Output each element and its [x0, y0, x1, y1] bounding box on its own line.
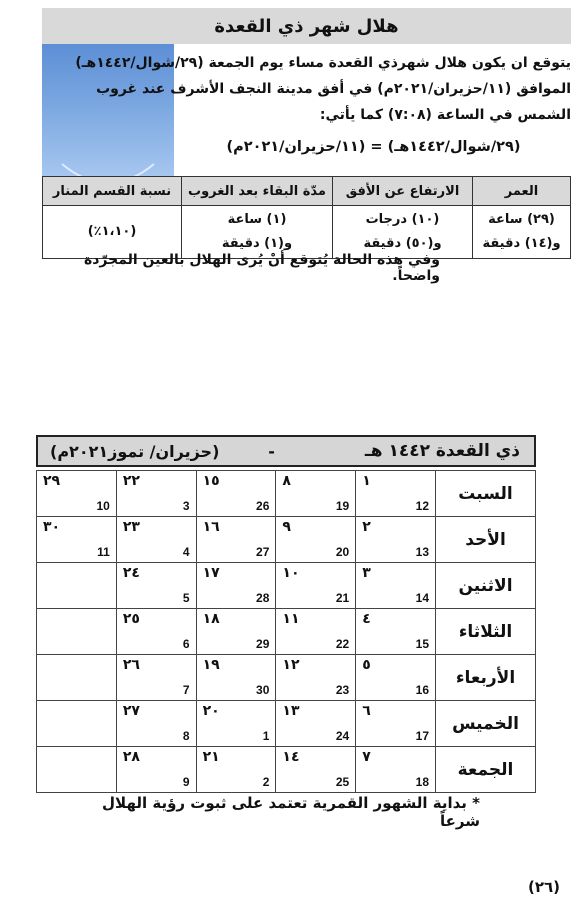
weekday-label: الثلاثاء: [436, 609, 536, 655]
gregorian-day: 5: [182, 591, 190, 605]
gregorian-day: 22: [335, 637, 350, 651]
duration-minutes: و(١) دقيقة: [221, 236, 293, 251]
hijri-day: ٢٢: [122, 473, 140, 489]
gregorian-day: 28: [256, 591, 270, 605]
hijri-day: ٢٧: [122, 703, 140, 719]
hijri-day: ٩: [282, 519, 291, 535]
hijri-day: ١٥: [202, 473, 220, 489]
calendar-cell: [37, 517, 117, 563]
hijri-day: ١٦: [202, 519, 220, 535]
gregorian-day: 7: [182, 683, 190, 697]
gregorian-day: 17: [415, 729, 429, 743]
hijri-day: ٢٤: [122, 565, 140, 581]
calendar-row: [37, 701, 536, 747]
calendar-row: [37, 563, 536, 609]
calendar-cell: [37, 655, 117, 701]
calendar-cell: [196, 609, 276, 655]
hijri-day: ١٣: [282, 703, 300, 719]
weekday-label: الأحد: [436, 517, 536, 563]
calendar-cell: [37, 471, 117, 517]
calendar-row: [37, 609, 536, 655]
calendar-cell: [116, 471, 196, 517]
weekday-label: الجمعة: [436, 747, 536, 793]
hijri-day: ٧: [362, 749, 371, 765]
weekday-label: الخميس: [436, 701, 536, 747]
calendar-cell: [356, 471, 436, 517]
intro-line: يتوقع ان يكون هلال شهرذي القعدة مساء يوم الجمعة (٢٩/شوال/١٤٤٢هـ): [75, 55, 571, 71]
calendar-row: [37, 655, 536, 701]
calendar-cell: [116, 747, 196, 793]
gregorian-day: 23: [335, 683, 350, 697]
intro-paragraph: [75, 50, 571, 160]
hijri-day: ٢١: [202, 749, 220, 765]
hijri-day: ١١: [282, 611, 300, 627]
calendar-row: [37, 517, 536, 563]
calendar-cell: [356, 563, 436, 609]
gregorian-day: 15: [415, 637, 429, 651]
hijri-day: ١٧: [202, 565, 220, 581]
calendar-row: [37, 471, 536, 517]
calendar-cell: [37, 609, 117, 655]
calendar-cell: [276, 701, 356, 747]
weekday-label: السبت: [436, 471, 536, 517]
hijri-day: ٢: [362, 519, 371, 535]
hijri-day: ٦: [362, 703, 371, 719]
gregorian-day: 3: [182, 499, 190, 513]
gregorian-day: 18: [415, 775, 429, 789]
header-altitude: الارتفاع عن الأفق: [333, 177, 473, 206]
gregorian-day: 4: [182, 545, 190, 559]
age-cell: [473, 206, 571, 259]
calendar-cell: [196, 517, 276, 563]
calendar-cell: [356, 655, 436, 701]
gregorian-day: 19: [335, 499, 350, 513]
hijri-day: ١: [362, 473, 371, 489]
hijri-day: ١٠: [282, 565, 300, 581]
calendar-row: [37, 747, 536, 793]
altitude-degrees: (١٠) درجات: [365, 212, 440, 227]
gregorian-day: 1: [262, 729, 270, 743]
gregorian-day: 12: [415, 499, 429, 513]
calendar-cell: [116, 517, 196, 563]
calendar-cell: [276, 747, 356, 793]
calendar-cell: [196, 563, 276, 609]
hijri-day: ١٨: [202, 611, 220, 627]
intro-line: الموافق (١١/حزيران/٢٠٢١م) في أفق مدينة النجف الأشرف عند غروب: [96, 81, 571, 97]
calendar-cell: [37, 747, 117, 793]
calendar-cell: [37, 563, 117, 609]
calendar-cell: [276, 517, 356, 563]
page-title-bar: [42, 8, 571, 44]
gregorian-day: 30: [256, 683, 270, 697]
gregorian-day: 9: [182, 775, 190, 789]
calendar-cell: [196, 701, 276, 747]
header-age: العمر: [473, 177, 571, 206]
calendar-cell: [276, 563, 356, 609]
calendar-cell: [116, 655, 196, 701]
calendar-cell: [356, 517, 436, 563]
gregorian-day: 16: [415, 683, 429, 697]
altitude-cell: [333, 206, 473, 259]
calendar-gregorian-months: (حزيران/ تموز٢٠٢١م): [50, 441, 220, 461]
gregorian-day: 11: [97, 545, 110, 559]
hijri-day: ٢٦: [122, 657, 140, 673]
intro-line: الشمس في الساعة (٧:٠٨) كما يأتي:: [319, 107, 571, 123]
calendar-cell: [276, 609, 356, 655]
gregorian-day: 14: [415, 591, 429, 605]
info-header-row: [43, 177, 571, 206]
calendar-grid: [36, 470, 536, 793]
hijri-day: ٢٥: [122, 611, 140, 627]
calendar-hijri-month: ذي القعدة ١٤٤٢ هـ: [364, 441, 520, 461]
gregorian-day: 8: [182, 729, 190, 743]
calendar-cell: [276, 655, 356, 701]
hijri-day: ٢٩: [43, 473, 61, 489]
hijri-day: ٤: [362, 611, 371, 627]
calendar-separator: -: [268, 441, 275, 461]
hijri-day: ١٩: [202, 657, 220, 673]
gregorian-day: 24: [335, 729, 350, 743]
calendar-cell: [356, 701, 436, 747]
illumination-cell: (١،١٠٪): [43, 206, 182, 259]
gregorian-day: 25: [335, 775, 350, 789]
gregorian-day: 20: [335, 545, 350, 559]
hijri-day: ٢٣: [122, 519, 140, 535]
hijri-day: ٨: [282, 473, 291, 489]
date-equivalence: (٢٩/شوال/١٤٤٢هـ) = (١١/حزيران/٢٠٢١م): [226, 139, 521, 155]
calendar-cell: [116, 609, 196, 655]
gregorian-day: 10: [96, 499, 110, 513]
calendar-cell: [356, 747, 436, 793]
calendar-cell: [37, 701, 117, 747]
weekday-label: الأربعاء: [436, 655, 536, 701]
duration-hours: (١) ساعة: [227, 212, 287, 227]
hijri-day: ١٤: [282, 749, 300, 765]
gregorian-day: 29: [256, 637, 270, 651]
hijri-day: ٥: [362, 657, 371, 673]
page-title: هلال شهر ذي القعدة: [214, 15, 399, 37]
gregorian-day: 21: [335, 591, 350, 605]
calendar-cell: [196, 747, 276, 793]
calendar-cell: [196, 655, 276, 701]
calendar-cell: [116, 701, 196, 747]
age-hours: (٢٩) ساعة: [488, 212, 555, 227]
gregorian-day: 13: [415, 545, 429, 559]
hijri-day: ٢٨: [122, 749, 140, 765]
calendar-cell: [116, 563, 196, 609]
info-value-row: [43, 206, 571, 259]
duration-cell: [182, 206, 333, 259]
calendar-header: [36, 435, 536, 467]
page-number: (٢٦): [528, 878, 561, 896]
gregorian-day: 6: [182, 637, 190, 651]
age-minutes: و(١٤) دقيقة: [482, 236, 561, 251]
calendar-cell: [356, 609, 436, 655]
gregorian-day: 2: [262, 775, 270, 789]
hijri-day: ٣: [362, 565, 371, 581]
hijri-day: ٢٠: [202, 703, 220, 719]
calendar-cell: [276, 471, 356, 517]
footnote: * بداية الشهور القمرية تعتمد على ثبوت رؤية الهلال شرعاً: [102, 794, 480, 830]
header-illumination: نسبة القسم المنار: [43, 177, 182, 206]
crescent-info-table: [42, 176, 571, 259]
gregorian-day: 26: [256, 499, 270, 513]
hijri-day: ٣٠: [43, 519, 61, 535]
calendar-cell: [196, 471, 276, 517]
weekday-label: الاثنين: [436, 563, 536, 609]
hijri-day: ١٢: [282, 657, 300, 673]
altitude-minutes: و(٥٠) دقيقة: [363, 236, 442, 251]
gregorian-day: 27: [256, 545, 270, 559]
visibility-note: وفي هذه الحالة يُتوقع أنْ يُرى الهلال بالعين المجرّدة واضحاً.: [83, 252, 440, 284]
header-duration: مدّة البقاء بعد الغروب: [182, 177, 333, 206]
